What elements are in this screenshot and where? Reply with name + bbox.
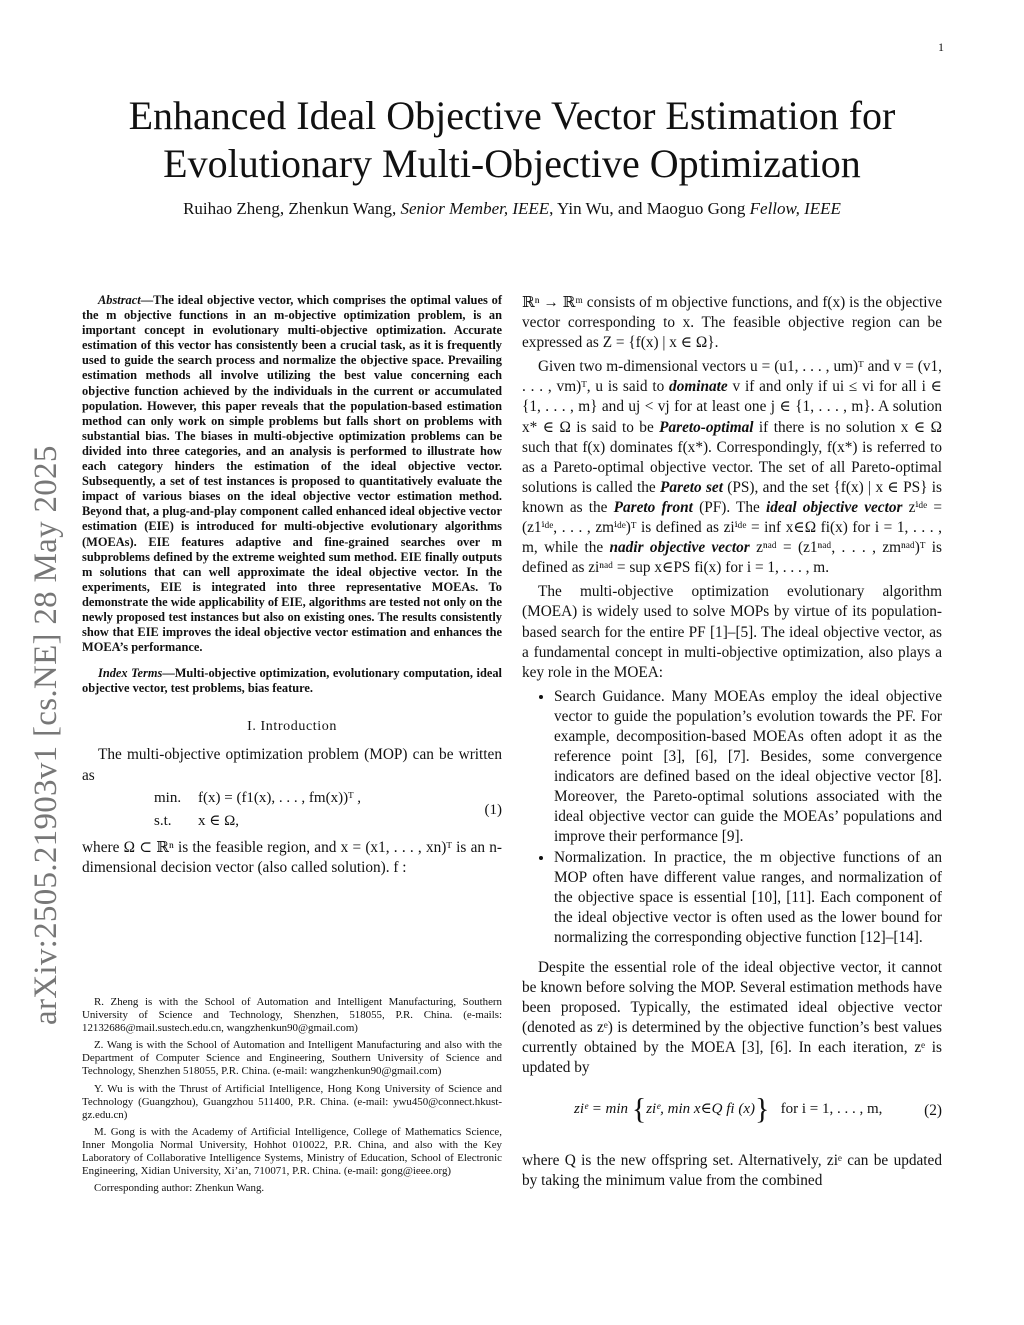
right-column [522,293,942,1195]
equation-1-number: (1) [484,801,502,818]
eq1-min-label: min. [154,789,182,806]
estimation-paragraph: Despite the essential role of the ideal objective vector, it cannot be known before solving the MOP. Several estimation methods have been proposed. Typically, the estimated ideal objective vector (denoted as zᵉ) is determined by the objective function’s best values currently obtained by the MOEA [3], [6]. In each iteration, zᵉ is updated by [522,959,942,1077]
def-text-a: Given two m-dimensional vectors u = (u1, . . . , um)ᵀ and v = (v1, . . . , vm)ᵀ, u is said to [522,358,942,396]
author-membership-1: Senior Member, IEEE [400,199,550,218]
term-ideal-objective-vector: ideal objective vector [766,498,903,516]
eq2-lhs: ziᵉ = min [574,1100,629,1117]
equation-2-number: (2) [924,1101,942,1119]
footnote-wang: Z. Wang is with the School of Automation and Intelligent Manufacturing and also with the Department of Computer Science and Engineering, Southern University of Science and Technology, Shenzhen 518055, P.R. China. (e-mail: wangzhenkun90@gmail.com) [82,1039,502,1078]
term-pareto-set: Pareto set [660,478,723,496]
equation-1-row-min [154,790,361,807]
term-pareto-front: Pareto front [613,498,693,516]
footnotes [82,996,502,1199]
eq1-min-body: f(x) = (f1(x), . . . , fm(x))ᵀ , [198,789,362,806]
bullet-normalization: • Normalization. In practice, the m objective functions of an MOP often have different value ranges, and normalization of the objective space is essential [10], [11]. Each component of the ideal objective vector is often used as the lower bound for normalizing the corresponding objective function [12]–[14]. [554,848,942,948]
eq1-st-body: x ∈ Ω, [198,812,240,829]
page-number: 1 [938,40,944,54]
equation-2-body [574,1092,883,1126]
eq2-left-brace: { [631,1092,647,1126]
def-text-e: (PF). The [692,498,767,516]
abstract [82,293,502,655]
eq1-st-label: s.t. [154,812,172,829]
bullet-search-guidance: • Search Guidance. Many MOEAs employ the ideal objective vector to guide the population’s evolution towards the PF. For example, decomposition-based MOEAs often adopt it as the reference point [3], [6], [7]. Besides, some convergence indicators are defined based on the ideal objective vector [8]. Moreover, the Pareto-optimal solutions associated with the ideal objective vector can guide the MOEAs’ populations and improve their performance [9]. [554,687,942,848]
abstract-label: Abstract [98,293,141,307]
author-membership-2: Fellow, IEEE [749,199,841,218]
author-list [90,199,934,219]
footnote-zheng: R. Zheng is with the School of Automation and Intelligent Manufacturing, Southern University of Science and Technology, Shenzhen, 518055, P.R. China. (e-mails: 12132686@mail.sustech.edu.cn, wangzhenkun90@gmail.com) [82,996,502,1035]
footnote-corresponding-author: Corresponding author: Zhenkun Wang. [94,1182,265,1195]
def-text-g: zⁿᵃᵈ = (z1ⁿᵃᵈ, . . . , zmⁿᵃᵈ)ᵀ is defined as ziⁿᵃᵈ = sup x∈PS fi(x) for i = 1, . . . , m. [522,539,942,577]
intro-paragraph-2: where Ω ⊂ ℝⁿ is the feasible region, and x = (x1, . . . , xn)ᵀ is an n-dimensional decision vector (also called solution). f : [82,838,502,876]
term-dominate: dominate [669,378,728,396]
def-text-f: zⁱᵈᵉ = (z1ⁱᵈᵉ, . . . , zmⁱᵈᵉ)ᵀ is defined as ziⁱᵈᵉ = inf x∈Ω fi(x) for i = 1, . . . , m, while the [522,498,942,557]
eq2-rhs: for i = 1, . . . , m, [780,1100,883,1117]
def-text-c: if there is no solution x ∈ Ω such that f(x) dominates f(x*). Correspondingly, f(x*) is referred to as a Pareto-optimal objective vector. The set of all Pareto-optimal solutions is called the [522,418,942,496]
role-bullet-list [522,687,942,948]
footnote-wu: Y. Wu is with the Thrust of Artificial Intelligence, Hong Kong University of Science and Technology (Guangzhou), Guangzhou 511400, P.R. China. (e-mail: ywu450@connect.hkust-gz.edu.cn) [82,1082,502,1121]
left-column [82,293,502,878]
offspring-paragraph: where Q is the new offspring set. Alternatively, ziᵉ can be updated by taking the minimum value from the combined [522,1151,942,1189]
definitions-paragraph-1 [522,357,942,578]
index-terms-text: —Multi-objective optimization, evolutionary computation, ideal objective vector, test problems, bias feature. [82,666,502,696]
section-heading-introduction: I. Introduction [247,719,337,735]
paper-title: Enhanced Ideal Objective Vector Estimation for Evolutionary Multi-Objective Optimization [128,93,896,186]
index-terms-label: Index Terms [98,666,163,681]
eq2-right-brace: } [754,1092,770,1126]
def-text-b: v if and only if ui ≤ vi for all i ∈ {1, . . . , m} and uj < vj for at least one j ∈ {1, . . . , m}. A solution x* ∈ Ω is said to be [522,378,942,436]
eq2-inner: ziᵉ, min x∈Q fi (x) [646,1100,755,1117]
intro-paragraph-1: The multi-objective optimization problem (MOP) can be written as [82,746,502,784]
index-terms [82,666,502,696]
abstract-text: —The ideal objective vector, which comprises the optimal values of the m objective functions in an m-objective optimization problem, is an important concept in evolutionary multi-objective optimization. Accurate estimation of this vector has consistently been a crucial task, as it is frequently used to guide the search process and normalize the objective space. Prevailing estimation methods all involve utilizing the best value concerning each objective function achieved by the individuals in the current or accumulated population. However, this paper reveals that the population-based estimation method can only work on simple problems but falls short on problems with substantial bias. The biases in multi-objective optimization problems can be divided into three categories, and an analysis is performed to illustrate how each category hinders the estimation of the ideal objective vector. Subsequently, a set of test instances is proposed to quantitatively evaluate the impact of various biases on the ideal objective vector estimation method. Beyond that, a plug-and-play component called enhanced ideal objective vector estimation (EIE) is introduced for multi-objective evolutionary algorithms (MOEAs). EIE features adaptive and fine-grained searches over m subproblems defined by the extreme weighted sum method. EIE finally outputs m solutions that can well approximate the ideal objective vector. In the experiments, EIE is integrated into three representative MOEAs. To demonstrate the wide applicability of EIE, algorithms are tested not only on the newly proposed test instances but also on existing ones. The results consistently show that EIE improves the ideal objective vector estimation and enhances the MOEA’s performance. [82,293,503,655]
term-nadir-objective-vector: nadir objective vector [609,539,750,557]
equation-2 [522,1087,942,1143]
moea-paragraph: The multi-objective optimization evolutionary algorithm (MOEA) is widely used to solve MOPs by virtue of its population-based search for the entire PF [1]–[5]. The ideal objective vector, as a fundamental concept in multi-objective optimization, also plays a key role in the MOEA: [522,583,942,681]
author-names-2: , Yin Wu, and Maoguo Gong [549,199,750,218]
equation-1 [82,790,502,832]
author-names-1: Ruihao Zheng, Zhenkun Wang, [183,199,401,218]
term-pareto-optimal: Pareto-optimal [659,418,754,436]
definitions-paragraph-0: ℝⁿ → ℝᵐ consists of m objective functions, and f(x) is the objective vector corresponding to x. The feasible objective region can be expressed as Z = {f(x) | x ∈ Ω}. [522,294,942,352]
equation-1-row-st [154,811,239,830]
footnote-gong: M. Gong is with the Academy of Artificial Intelligence, College of Mathematics Science, Inner Mongolia Normal University, Hohhot 010022, P.R. China, and also with the Key Laboratory of Collaborative Intelligence Systems, Ministry of Education, School of Electronic Engineering, Xidian University, Xi’an, 710071, P.R. China. (e-mail: gong@ieee.org) [82,1125,502,1178]
arxiv-identifier[interactable]: arXiv:2505.21903v1 [cs.NE] 28 May 2025 [28,445,64,1025]
def-text-d: (PS), and the set {f(x) | x ∈ PS} is known as the [522,478,942,516]
